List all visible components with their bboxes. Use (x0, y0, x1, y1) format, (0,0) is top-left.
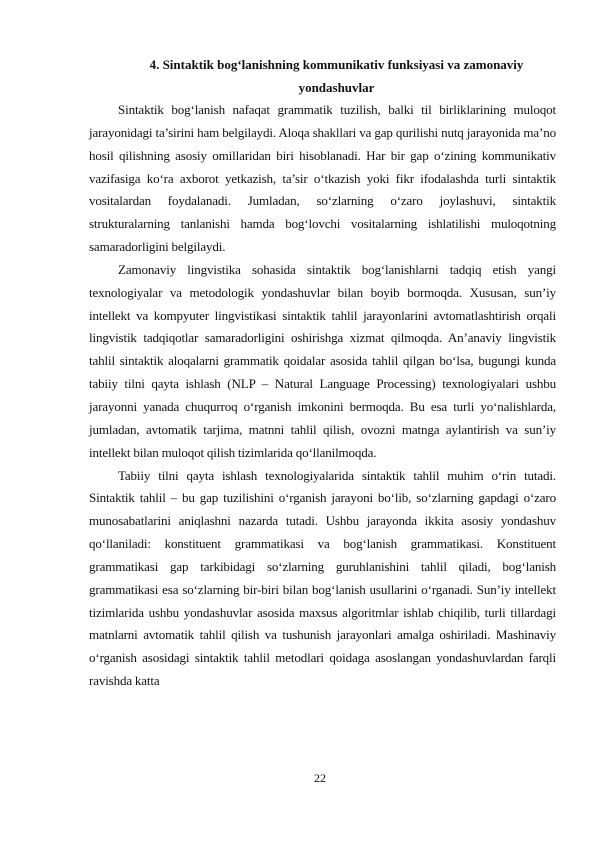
body-text (89, 99, 556, 693)
paragraph-2: Zamonaviy lingvistika sohasida sintaktik bog‘lanishlarni tadqiq etish yangi texnologiyalar va metodologik yondashuvlar bilan boyib bormoqda. Xususan, sun’iy intellekt va kompyuter lingvistikasi sintaktik tahlil jarayonlarini avtomatlashtirish orqali lingvistik tadqiqotlar samaradorligini oshirishga xizmat qilmoqda. An’anaviy lingvistik tahlil sintaktik aloqalarni grammatik qoidalar asosida tahlil qilgan bo‘lsa, bugungi kunda tabiiy tilni qayta ishlash (NLP – Natural Language Processing) texnologiyalari ushbu jarayonni yanada chuqurroq o‘rganish imkonini bermoqda. Bu esa turli yo‘nalishlarda, jumladan, avtomatik tarjima, matnni tahlil qilish, ovozni matnga aylantirish va sun’iy intellekt bilan muloqot qilish tizimlarida qo‘llanilmoqda. (89, 261, 556, 460)
section-heading: 4. Sintaktik bog‘lanishning kommunikativ funksiyasi va zamonaviy yondashuvlar (149, 57, 524, 95)
paragraph-1: Sintaktik bog‘lanish nafaqat grammatik tuzilish, balki til birliklarining muloqot jarayonidagi ta’sirini ham belgilaydi. Aloqa shakllari va gap qurilishi nutq jarayonida ma’no hosil qilishning asosiy omillaridan biri hisoblanadi. Har bir gap o‘zining kommunikativ vazifasiga ko‘ra axborot yetkazish, ta’sir o‘tkazish yoki fikr ifodalashda turli sintaktik vositalardan foydalanadi. Jumladan, so‘zlarning o‘zaro joylashuvi, sintaktik strukturalarning tanlanishi hamda bog‘lovchi vositalarning ishlatilishi muloqotning samaradorligini belgilaydi. (89, 102, 556, 255)
paragraph-3: Tabiiy tilni qayta ishlash texnologiyalarida sintaktik tahlil muhim o‘rin tutadi. Sintaktik tahlil – bu gap tuzilishini o‘rganish jarayoni bo‘lib, so‘zlarning gapdagi o‘zaro munosabatlarini aniqlashni nazarda tutadi. Ushbu jarayonda ikkita asosiy yondashuv qo‘llaniladi: konstituent grammatikasi va bog‘lanish grammatikasi. Konstituent grammatikasi gap tarkibidagi so‘zlarning guruhlanishini tahlil qiladi, bog‘lanish grammatikasi esa so‘zlarning bir-biri bilan bog‘lanish usullarini o‘rganadi. Sun’iy intellekt tizimlarida ushbu yondashuvlar asosida maxsus algoritmlar ishlab chiqilib, turli tillardagi matnlarni avtomatik tahlil qilish va tushunish jarayonlari amalga oshiriladi. Mashinaviy o‘rganish asosidagi sintaktik tahlil metodlari qoidaga asoslangan yondashuvlardan farqli ravishda katta (89, 467, 556, 689)
page-number: 22 (314, 771, 326, 785)
